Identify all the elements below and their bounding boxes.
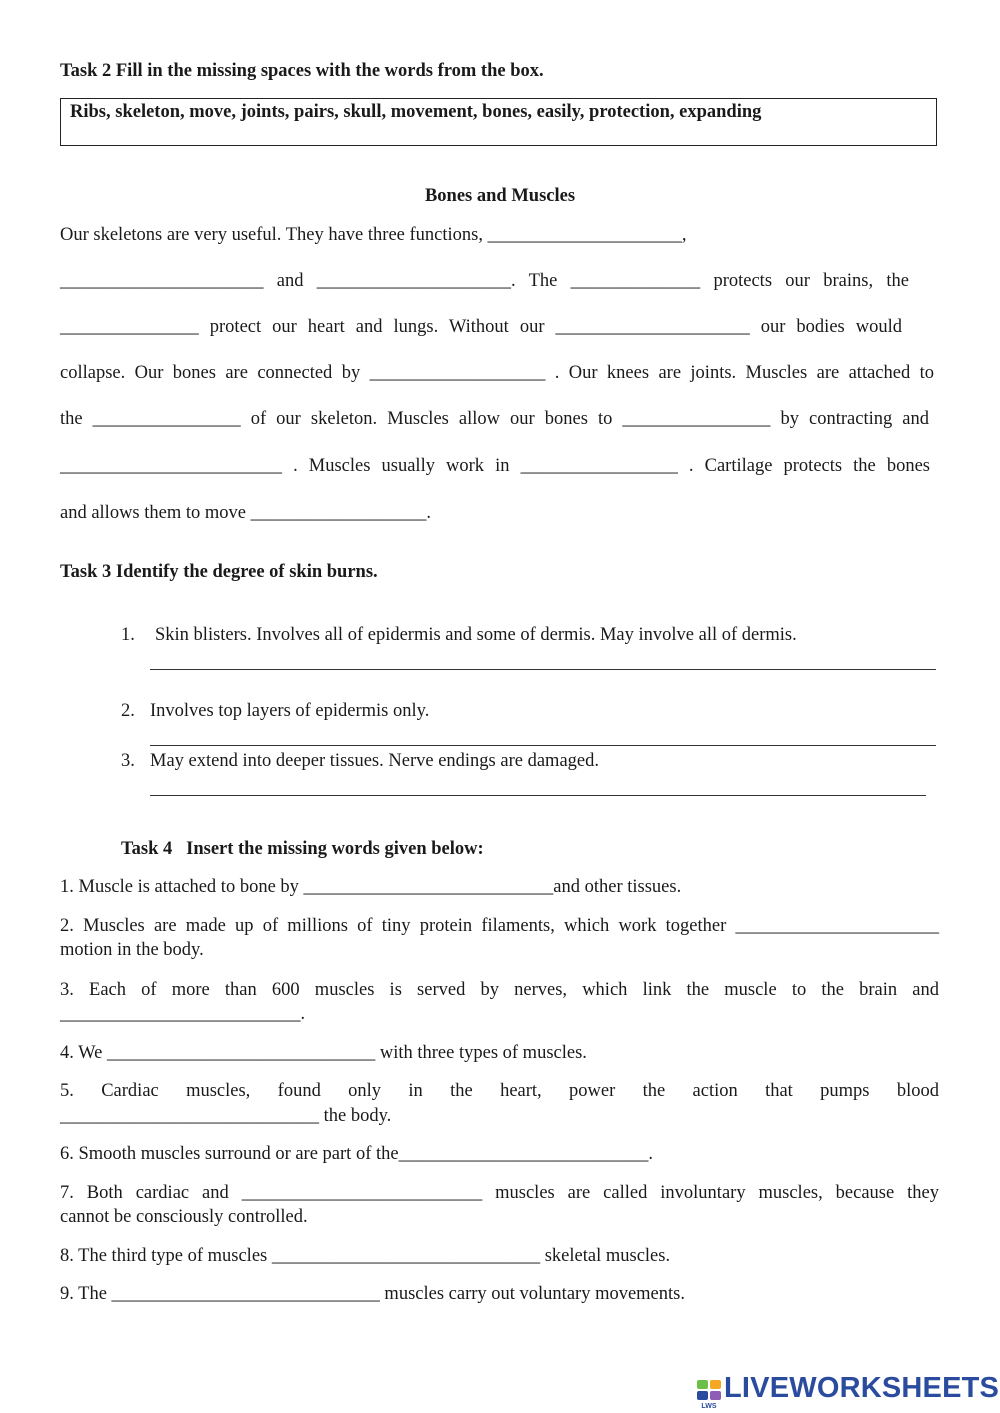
burn-item-2-answer-line[interactable] bbox=[150, 745, 936, 746]
liveworksheets-logo-icon bbox=[696, 1378, 722, 1410]
task3-heading: Task 3 Identify the degree of skin burns. bbox=[60, 562, 378, 582]
task4-item-3-line-2: __________________________. bbox=[60, 1004, 306, 1024]
burn-item-1-number: 1. bbox=[121, 625, 135, 645]
passage-line-5: the ________________ of our skeleton. Muscles allow our bones to ________________ by contracting and bbox=[60, 409, 929, 429]
burn-item-3-text: May extend into deeper tissues. Nerve endings are damaged. bbox=[150, 751, 599, 771]
task4-heading: Task 4 Insert the missing words given below: bbox=[121, 839, 484, 859]
burn-item-2-number: 2. bbox=[121, 701, 135, 721]
passage-line-7: and allows them to move ___________________. bbox=[60, 503, 431, 523]
task2-heading: Task 2 Fill in the missing spaces with the words from the box. bbox=[60, 61, 544, 81]
task4-item-9: 9. The _____________________________ muscles carry out voluntary movements. bbox=[60, 1284, 685, 1304]
passage-line-6: ________________________ . Muscles usually work in _________________ . Cartilage protects the bones bbox=[60, 456, 930, 476]
task4-item-5-line-2: ____________________________ the body. bbox=[60, 1106, 392, 1126]
task4-item-5-line-1: 5. Cardiac muscles, found only in the heart, power the action that pumps blood bbox=[60, 1081, 939, 1101]
logo-letters: LWS bbox=[701, 1403, 717, 1410]
task4-item-7-line-2: cannot be consciously controlled. bbox=[60, 1207, 308, 1227]
task4-item-7-line-1: 7. Both cardiac and __________________________ muscles are called involuntary muscles, because they bbox=[60, 1183, 939, 1203]
task4-item-3-line-1: 3. Each of more than 600 muscles is served by nerves, which link the muscle to the brain and bbox=[60, 980, 939, 1000]
liveworksheets-wordmark[interactable]: LIVEWORKSHEETS bbox=[724, 1372, 1000, 1404]
task4-item-1: 1. Muscle is attached to bone by ___________________________and other tissues. bbox=[60, 877, 682, 897]
passage-line-2: ______________________ and _____________________. The ______________ protects our brains, the bbox=[60, 271, 909, 291]
task4-item-8: 8. The third type of muscles _____________________________ skeletal muscles. bbox=[60, 1246, 671, 1266]
burn-item-3-number: 3. bbox=[121, 751, 135, 771]
word-box-text: Ribs, skeleton, move, joints, pairs, skull, movement, bones, easily, protection, expanding bbox=[70, 102, 762, 122]
passage-line-1: Our skeletons are very useful. They have three functions, _____________________, bbox=[60, 225, 687, 245]
passage-line-3: _______________ protect our heart and lungs. Without our _____________________ our bodies would bbox=[60, 317, 902, 337]
passage-line-4: collapse. Our bones are connected by ___________________ . Our knees are joints. Muscles are attached to bbox=[60, 363, 934, 383]
task4-item-2-line-2: motion in the body. bbox=[60, 940, 204, 960]
task4-item-2-line-1: 2. Muscles are made up of millions of tiny protein filaments, which work together ______________________ bbox=[60, 916, 939, 936]
burn-item-3-answer-line[interactable] bbox=[150, 795, 926, 796]
burn-item-2-text: Involves top layers of epidermis only. bbox=[150, 701, 430, 721]
passage-title: Bones and Muscles bbox=[424, 186, 576, 206]
burn-item-1-answer-line[interactable] bbox=[150, 669, 936, 670]
burn-item-1-text: Skin blisters. Involves all of epidermis and some of dermis. May involve all of dermis. bbox=[155, 625, 797, 645]
word-box bbox=[60, 98, 937, 146]
task4-item-6: 6. Smooth muscles surround or are part of the___________________________. bbox=[60, 1144, 653, 1164]
task4-item-4: 4. We _____________________________ with three types of muscles. bbox=[60, 1043, 587, 1063]
